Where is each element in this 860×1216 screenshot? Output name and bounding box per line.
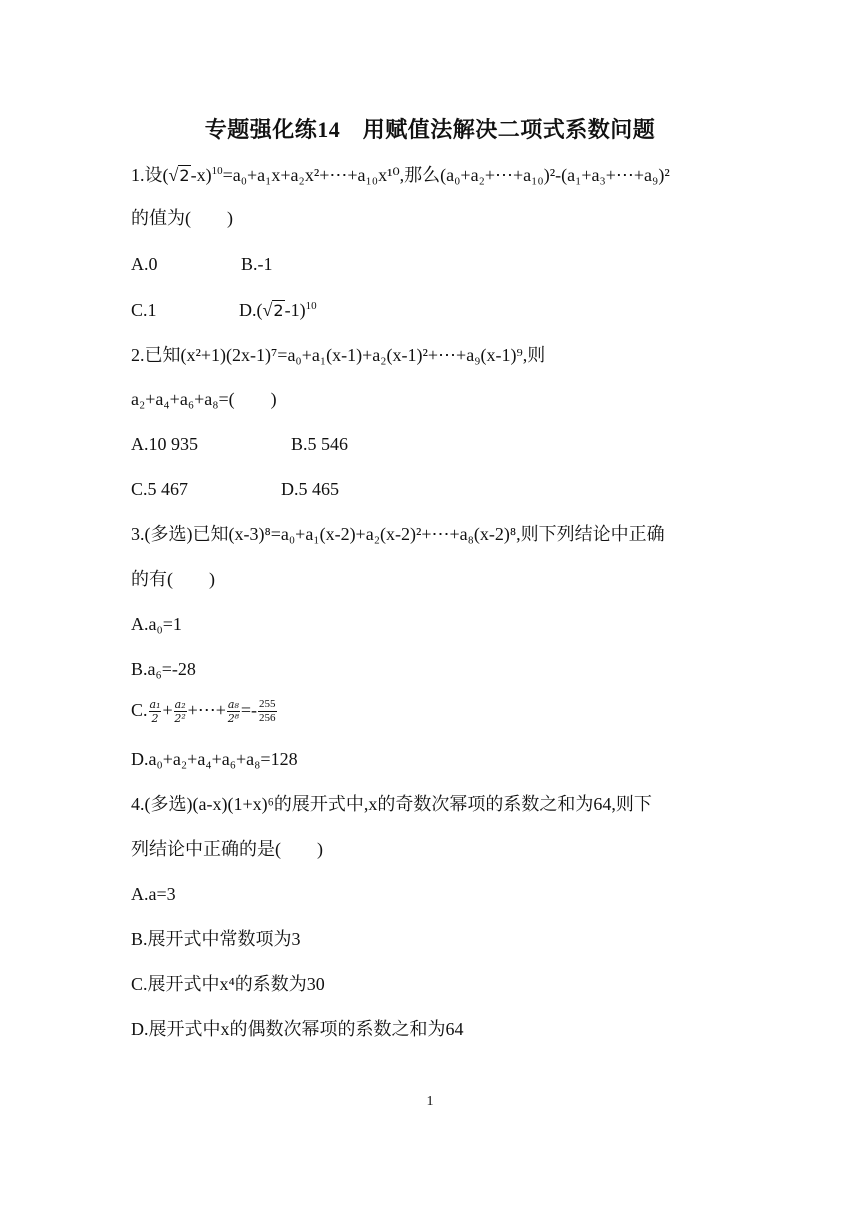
q4-option-b: B.展开式中常数项为3 bbox=[131, 929, 301, 949]
fraction: $\frac{255}{256}$ bbox=[259, 698, 276, 725]
q1-option-d: $D.(√2-1)^{10}$ bbox=[239, 300, 317, 320]
fraction: $\frac{\text{a₂}}{\text{2²}}$ bbox=[174, 698, 186, 726]
q4-stem-line2: 列结论中正确的是( ) bbox=[131, 839, 323, 859]
q2-stem-line1: 2.已知(x²+1)(2x-1)⁷=a₀+a₁(x-1)+a₂(x-1)²+⋯+a₉(x-1)⁹,则 bbox=[131, 345, 546, 365]
q3-option-c: C. $\frac{\text{a₁}}{2}$ + $\frac{\text{a₂}}{\text{2²}}$ +⋯+ $\frac{\text{a₈}}{\text{2⁸}}$ =- $\frac{255}{256}$ bbox=[131, 698, 276, 726]
q2-option-d: D.5 465 bbox=[281, 479, 339, 499]
page-title: 专题强化练14 用赋值法解决二项式系数问题 bbox=[204, 117, 656, 142]
q1-options-ab bbox=[131, 252, 273, 276]
fraction: $\frac{\text{a₈}}{\text{2⁸}}$ bbox=[227, 698, 240, 726]
q1-option-c: C.1 bbox=[131, 300, 157, 320]
q3-stem-line1: 3.(多选)已知(x-3)⁸=a₀+a₁(x-2)+a₂(x-2)²+⋯+a₈(x-2)⁸,则下列结论中正确 bbox=[131, 524, 665, 544]
q2-options-ab bbox=[131, 432, 348, 456]
q1-options-cd bbox=[131, 298, 317, 323]
q2-stem-line2: a₂+a₄+a₆+a₈=( ) bbox=[131, 389, 277, 409]
q2-options-cd bbox=[131, 477, 339, 501]
q4-option-c: C.展开式中x⁴的系数为30 bbox=[131, 974, 325, 994]
q1-option-b: B.-1 bbox=[241, 254, 273, 274]
q3-stem-line2: 的有( ) bbox=[131, 569, 215, 589]
q4-stem-line1: 4.(多选)(a-x)(1+x)⁶的展开式中,x的奇数次幂项的系数之和为64,则下 bbox=[131, 794, 652, 814]
fraction: $\frac{\text{a₁}}{2}$ bbox=[149, 698, 161, 726]
q2-option-a: A.10 935 bbox=[131, 434, 198, 454]
q2-option-c: C.5 467 bbox=[131, 479, 189, 499]
sqrt-symbol: √2 bbox=[168, 165, 190, 185]
q1-stem-line2: 的值为( ) bbox=[131, 208, 233, 228]
q3-option-b: B.a₆=-28 bbox=[131, 659, 196, 679]
q1-option-a: A.0 bbox=[131, 254, 158, 274]
q3-option-d: D.a₀+a₂+a₄+a₆+a₈=128 bbox=[131, 749, 298, 769]
q2-option-b: B.5 546 bbox=[291, 434, 349, 454]
q3-option-a: A.a₀=1 bbox=[131, 614, 182, 634]
page-number: 1 bbox=[426, 1094, 434, 1109]
q4-option-a: A.a=3 bbox=[131, 884, 176, 904]
q1-stem-line1: 1.设$(√2-x)^{10}=a_0+a_1x+a_2x^2+\cdots+a_{10}x^{10}$,那么(a₀+a₂+⋯+a₁₀)²-(a₁+a₃+⋯+a₉)² bbox=[131, 163, 670, 188]
q4-option-d: D.展开式中x的偶数次幂项的系数之和为64 bbox=[131, 1019, 464, 1039]
